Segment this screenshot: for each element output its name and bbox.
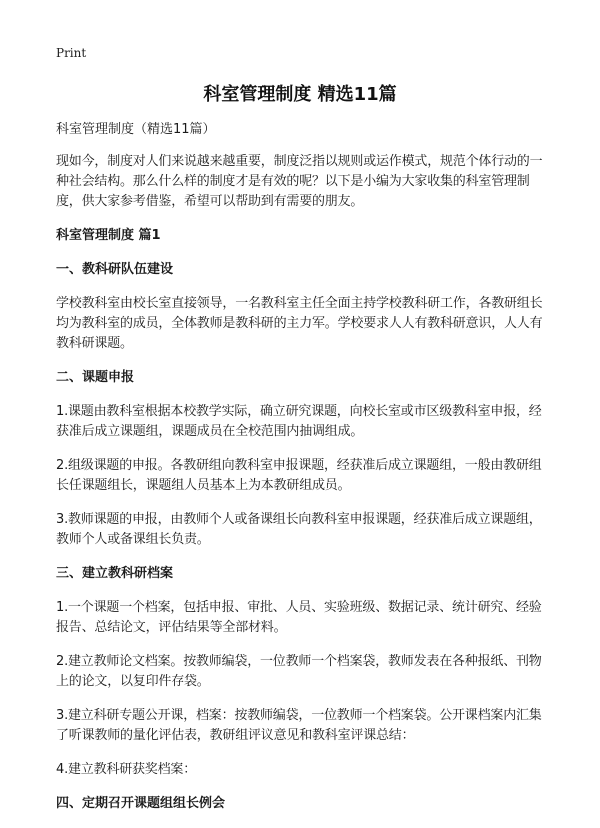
heading-apply: 二、课题申报 [56, 370, 135, 385]
article-body [56, 120, 548, 828]
heading-archive: 三、建立教科研档案 [56, 566, 174, 581]
paragraph-apply-1: 1.课题由教科室根据本校教学实际，确立研究课题，向校长室或市区级教科室申报，经获准后成立课题组，课题成员在全校范围内抽调组成。 [56, 404, 542, 439]
heading-team: 一、教科研队伍建设 [56, 262, 174, 277]
page-title: 科室管理制度 精选11篇 [203, 84, 397, 105]
intro-paragraph: 现如今，制度对人们来说越来越重要，制度泛指以规则或运作模式，规范个体行动的一种社会结构。那么什么样的制度才是有效的呢？以下是小编为大家收集的科室管理制度，供大家参考借鉴，希望可以帮助到有需要的朋友。 [56, 154, 543, 209]
section-title: 科室管理制度 篇1 [56, 228, 161, 243]
heading-meeting: 四、定期召开课题组组长例会 [56, 796, 226, 811]
paragraph-archive-3: 3.建立科研专题公开课，档案：按教师编袋，一位教师一个档案袋。公开课档案内汇集了听课教师的量化评估表，教研组评议意见和教科室评课总结： [56, 708, 542, 743]
paragraph-apply-2: 2.组级课题的申报。各教研组向教科室申报课题，经获准后成立课题组，一般由教研组长任课题组长，课题组人员基本上为本教研组成员。 [56, 458, 542, 493]
paragraph-archive-1: 1.一个课题一个档案，包括申报、审批、人员、实验班级、数据记录、统计研究、经验报告、总结论文，评估结果等全部材料。 [56, 600, 542, 635]
paragraph-archive-4: 4.建立教科研获奖档案： [56, 762, 197, 777]
print-link[interactable]: Print [56, 46, 87, 60]
paragraph-archive-2: 2.建立教师论文档案。按教师编袋，一位教师一个档案袋，教师发表在各种报纸、刊物上的论文，以复印件存袋。 [56, 654, 542, 689]
paragraph-apply-3: 3.教师课题的申报，由教师个人或备课组长向教科室申报课题，经获准后成立课题组，教师个人或备课组长负责。 [56, 512, 542, 547]
article-subtitle: 科室管理制度（精选11篇） [56, 122, 216, 137]
paragraph-team: 学校教科室由校长室直接领导，一名教科室主任全面主持学校教科研工作，各教研组长均为教科室的成员，全体教师是教科研的主力军。学校要求人人有教科研意识，人人有教科研课题。 [56, 296, 543, 351]
